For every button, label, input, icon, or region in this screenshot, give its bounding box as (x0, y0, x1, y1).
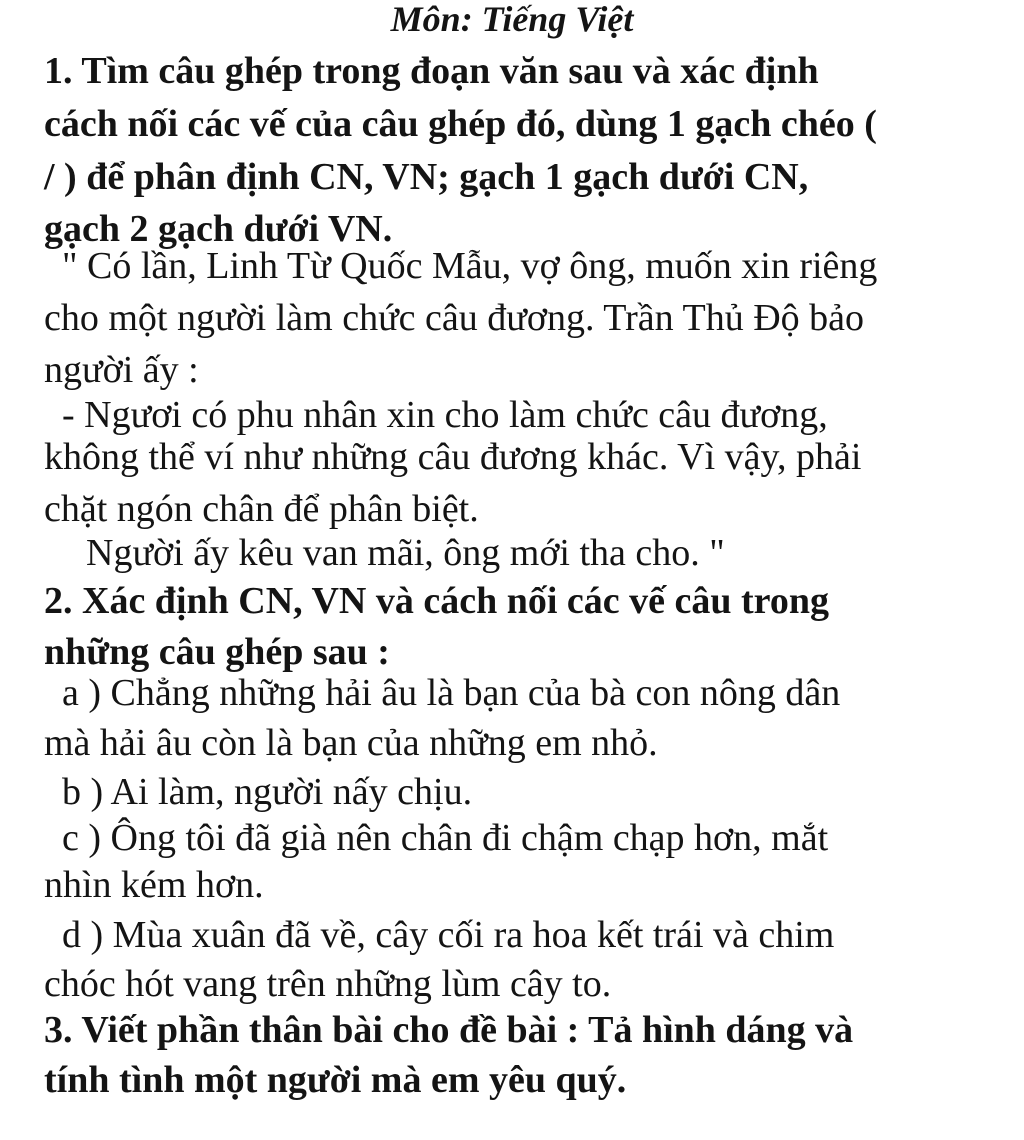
question-2-line: những câu ghép sau : (44, 631, 390, 673)
item-a-line: mà hải âu còn là bạn của những em nhỏ. (44, 722, 658, 764)
question-3-line: tính tình một người mà em yêu quý. (44, 1059, 627, 1101)
item-c-line: c ) Ông tôi đã già nên chân đi chậm chạp hơn, mắt (62, 817, 829, 859)
passage-line: " Có lần, Linh Từ Quốc Mẫu, vợ ông, muốn xin riêng (62, 245, 878, 287)
question-1-line: gạch 2 gạch dưới VN. (44, 208, 393, 250)
passage-line: chặt ngón chân để phân biệt. (44, 488, 479, 530)
passage-line: Người ấy kêu van mãi, ông mới tha cho. " (86, 532, 725, 574)
passage-line: - Ngươi có phu nhân xin cho làm chức câu đương, (62, 394, 828, 436)
question-1-line: / ) để phân định CN, VN; gạch 1 gạch dưới CN, (44, 156, 809, 198)
question-1-line: 1. Tìm câu ghép trong đoạn văn sau và xác định (44, 50, 819, 92)
passage-line: cho một người làm chức câu đương. Trần Thủ Độ bảo (44, 297, 865, 339)
passage-line: người ấy : (44, 349, 199, 391)
question-2-line: 2. Xác định CN, VN và cách nối các vế câu trong (44, 580, 829, 622)
passage-line: không thể ví như những câu đương khác. Vì vậy, phải (44, 436, 862, 478)
item-d-line: d ) Mùa xuân đã về, cây cối ra hoa kết trái và chim (62, 914, 835, 956)
item-b-line: b ) Ai làm, người nấy chịu. (62, 771, 473, 813)
item-a-line: a ) Chẳng những hải âu là bạn của bà con nông dân (62, 672, 841, 714)
item-c-line: nhìn kém hơn. (44, 864, 264, 906)
question-1-line: cách nối các vế của câu ghép đó, dùng 1 gạch chéo ( (44, 103, 877, 145)
item-d-line: chóc hót vang trên những lùm cây to. (44, 963, 612, 1005)
subject-title: Môn: Tiếng Việt (390, 0, 634, 39)
question-3-line: 3. Viết phần thân bài cho đề bài : Tả hình dáng và (44, 1009, 854, 1051)
